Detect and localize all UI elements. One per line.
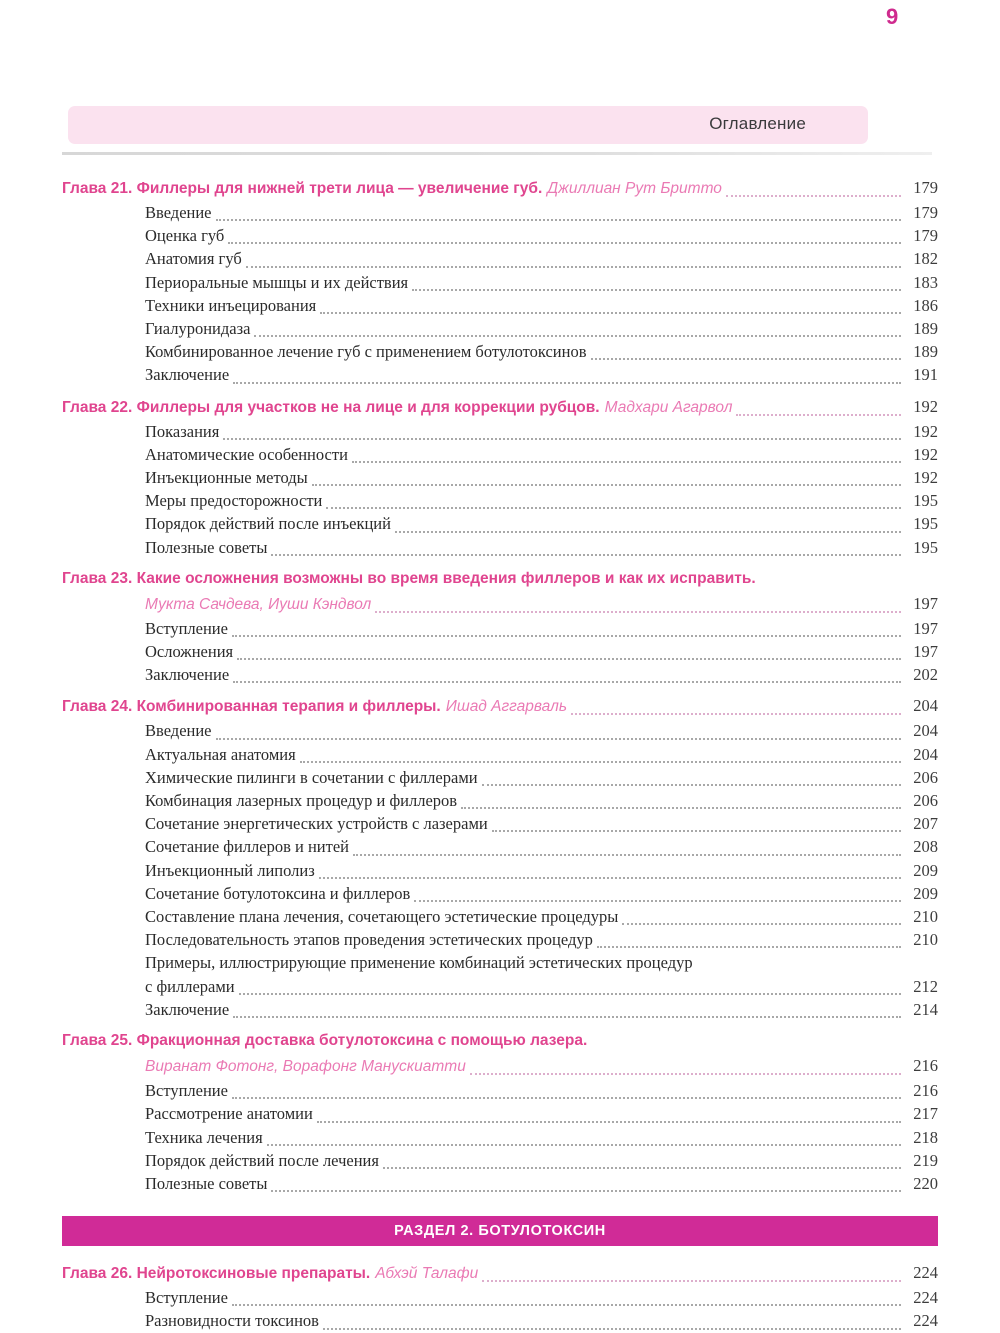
entry-leader-dots <box>239 992 901 995</box>
chapter-heading[interactable] <box>62 1028 938 1053</box>
chapter-title: Глава 21. Филлеры для нижней трети лица — увеличение губ. <box>62 180 543 197</box>
toc-chapter[interactable] <box>62 693 938 1021</box>
entry-leader-dots <box>216 737 901 740</box>
toc-entry[interactable] <box>145 882 938 905</box>
chapter-heading[interactable] <box>62 566 938 591</box>
toc-entry-label: Гиалуронидаза <box>145 319 251 339</box>
toc-entry[interactable] <box>145 812 938 835</box>
toc-entry-page-number: 195 <box>913 537 938 557</box>
chapter-author: Ишад Аггарваль <box>445 698 567 716</box>
toc-entry-page-number: 197 <box>913 618 938 638</box>
toc-entry[interactable] <box>145 466 938 489</box>
chapter-leader-dots <box>571 712 901 715</box>
toc-entry-page-number: 219 <box>913 1150 938 1170</box>
chapter-title: Глава 22. Филлеры для участков не на лице и для коррекции рубцов. <box>62 398 600 416</box>
entry-leader-dots <box>233 1015 901 1018</box>
toc-entry[interactable] <box>145 835 938 858</box>
toc-entry-label: Химические пилинги в сочетании с филлерами <box>145 767 478 787</box>
entry-leader-dots <box>223 437 901 440</box>
chapter-leader-dots <box>726 194 901 197</box>
entry-leader-dots <box>317 1120 901 1123</box>
toc-entry-page-number: 214 <box>913 999 938 1019</box>
entry-leader-dots <box>271 553 901 556</box>
toc-entry-page-number: 212 <box>913 976 938 996</box>
chapter-title: Глава 24. Комбинированная терапия и филлеры. <box>62 698 441 716</box>
toc-entry-page-number: 210 <box>913 907 938 927</box>
toc-entry[interactable] <box>145 1309 938 1332</box>
toc-entry[interactable] <box>145 512 938 535</box>
toc-entry-label: Заключение <box>145 999 230 1019</box>
running-header <box>68 106 868 144</box>
chapter-author: Виранат Фотонг, Ворафонг Манускиатти <box>145 1058 466 1076</box>
toc-entry[interactable] <box>145 789 938 812</box>
toc-entry[interactable] <box>145 1126 938 1149</box>
chapter-author: Мукта Сачдева, Иуши Кэндвол <box>145 595 372 613</box>
toc-entry-label: Рассмотрение анатомии <box>145 1104 313 1124</box>
table-of-contents <box>62 168 938 1333</box>
toc-entry-page-number: 189 <box>913 342 938 362</box>
entry-leader-dots <box>597 945 901 948</box>
toc-entry-page-number: 206 <box>913 791 938 811</box>
entry-leader-dots <box>352 460 901 463</box>
chapter-heading[interactable] <box>62 175 938 201</box>
toc-entry-page-number: 210 <box>913 930 938 950</box>
toc-entry-page-number: 218 <box>913 1127 938 1147</box>
toc-entry[interactable] <box>145 766 938 789</box>
toc-entry-page-number: 224 <box>913 1288 938 1308</box>
toc-entry-label: Полезные советы <box>145 537 268 557</box>
chapter-page-number: 192 <box>913 396 938 416</box>
toc-entry-page-number: 192 <box>913 468 938 488</box>
toc-entry-page-number: 208 <box>913 837 938 857</box>
toc-entry[interactable] <box>145 905 938 928</box>
entry-leader-dots <box>591 357 901 360</box>
toc-entry-label: Сочетание ботулотоксина и филлеров <box>145 883 411 903</box>
toc-entry-label-text: с филлерами <box>145 976 235 996</box>
toc-entry-label: Разновидности токсинов <box>145 1311 319 1331</box>
toc-entry-label: Заключение <box>145 365 230 385</box>
entry-leader-dots <box>246 265 901 268</box>
entry-leader-dots <box>271 1189 901 1192</box>
entry-leader-dots <box>461 806 901 809</box>
entry-leader-dots <box>622 922 901 925</box>
toc-entry[interactable] <box>145 719 938 742</box>
header-divider <box>62 152 932 155</box>
toc-entry[interactable] <box>145 1286 938 1309</box>
chapter-author: Абхэй Талафи <box>375 1265 479 1283</box>
chapter-title: Глава 25. Фракционная доставка ботулотоксина с помощью лазера. <box>62 1032 588 1050</box>
toc-entry-label: Последовательность этапов проведения эстетических процедур <box>145 930 593 950</box>
toc-entry[interactable] <box>145 1172 938 1195</box>
toc-entry[interactable] <box>145 420 938 443</box>
toc-entry-label: Примеры, иллюстрирующие применение комбинаций эстетических процедур <box>145 953 693 973</box>
toc-entry-label: Составление плана лечения, сочетающего эстетические процедуры <box>145 907 619 927</box>
toc-chapter[interactable] <box>62 1260 938 1332</box>
toc-entry-label: Полезные советы <box>145 1173 268 1193</box>
toc-entry[interactable] <box>145 1102 938 1125</box>
toc-entry-label: Вступление <box>145 1288 228 1308</box>
toc-entry-page-number: 179 <box>913 203 938 222</box>
entry-leader-dots <box>312 483 901 486</box>
toc-entry-page-number: 195 <box>913 514 938 534</box>
entry-leader-dots <box>383 1166 901 1169</box>
toc-entry[interactable] <box>145 536 938 559</box>
chapter-heading[interactable] <box>62 1260 938 1286</box>
toc-entry[interactable] <box>145 640 938 663</box>
toc-entry-page-number: 191 <box>913 365 938 385</box>
entry-leader-dots <box>492 829 901 832</box>
toc-entry-page-number: 204 <box>913 744 938 764</box>
toc-entry[interactable] <box>145 443 938 466</box>
toc-entry[interactable] <box>145 998 938 1021</box>
toc-entry-label: Порядок действий после лечения <box>145 1150 379 1170</box>
toc-entry-label: Введение <box>145 203 212 222</box>
toc-entry[interactable] <box>145 663 938 686</box>
entry-leader-dots <box>395 530 901 533</box>
toc-entry[interactable] <box>145 363 938 386</box>
toc-entry-page-number: 202 <box>913 665 938 685</box>
toc-entry-page-number: 179 <box>913 226 938 246</box>
toc-entry-page-number: 204 <box>913 721 938 741</box>
toc-entry-label: Сочетание энергетических устройств с лазерами <box>145 814 488 834</box>
chapter-heading[interactable] <box>62 394 938 420</box>
entry-leader-dots <box>412 288 901 291</box>
chapter-page-number: 179 <box>913 178 938 197</box>
chapter-page-number: 216 <box>913 1056 938 1076</box>
toc-chapter[interactable] <box>62 394 938 559</box>
chapter-page-number: 197 <box>913 593 938 613</box>
toc-entry[interactable] <box>145 928 938 951</box>
toc-entry-label: Вступление <box>145 1081 228 1101</box>
toc-entry[interactable] <box>145 1149 938 1172</box>
toc-entry-page-number: 209 <box>913 860 938 880</box>
toc-entry-label: Порядок действий после инъекций <box>145 514 391 534</box>
toc-entry[interactable] <box>145 951 938 997</box>
chapter-author-line[interactable] <box>145 591 938 617</box>
toc-entry-page-number: 197 <box>913 642 938 662</box>
toc-entry-page-number: 206 <box>913 767 938 787</box>
toc-entry-page-number: 220 <box>913 1173 938 1193</box>
entry-leader-dots <box>233 381 901 384</box>
chapter-page-number: 224 <box>913 1263 938 1283</box>
toc-entry[interactable] <box>145 859 938 882</box>
toc-entry-page-number: 183 <box>913 272 938 292</box>
toc-entry-label: Инъекционные методы <box>145 468 308 488</box>
toc-entry[interactable] <box>145 617 938 640</box>
toc-entry-label: Введение <box>145 721 212 741</box>
toc-chapter[interactable] <box>62 566 938 687</box>
chapter-author: Джиллиан Рут Бритто <box>547 180 722 197</box>
toc-chapter[interactable] <box>62 1028 938 1195</box>
entry-leader-dots <box>232 1303 901 1306</box>
toc-entry[interactable] <box>145 743 938 766</box>
entry-leader-dots <box>320 311 901 314</box>
toc-entry[interactable] <box>145 271 938 294</box>
chapter-heading[interactable] <box>62 693 938 719</box>
toc-entry-label: Анатомические особенности <box>145 444 348 464</box>
toc-entry-label-continued <box>145 975 938 998</box>
entry-leader-dots <box>319 876 901 879</box>
entry-leader-dots <box>267 1143 901 1146</box>
entry-leader-dots <box>233 680 901 683</box>
toc-entry-label: Комбинированное лечение губ с применением ботулотоксинов <box>145 342 587 362</box>
chapter-author: Мадхари Агарвол <box>604 398 733 416</box>
chapter-page-number: 204 <box>913 696 938 716</box>
toc-entry-label: Оценка губ <box>145 226 225 246</box>
toc-entry-page-number: 216 <box>913 1081 938 1101</box>
toc-entry-page-number: 195 <box>913 491 938 511</box>
toc-entry-page-number: 189 <box>913 319 938 339</box>
chapter-leader-dots <box>470 1072 901 1075</box>
toc-entry-page-number: 224 <box>913 1311 938 1331</box>
chapter-leader-dots <box>736 413 901 416</box>
toc-entry[interactable] <box>145 489 938 512</box>
toc-entry-label: Показания <box>145 421 220 441</box>
entry-leader-dots <box>232 1096 901 1099</box>
toc-entry-label: Сочетание филлеров и нитей <box>145 837 350 857</box>
header-page-number: 9 <box>886 4 899 29</box>
toc-entry-page-number: 186 <box>913 295 938 315</box>
toc-entry-label: Анатомия губ <box>145 249 242 269</box>
chapter-title: Глава 23. Какие осложнения возможны во время введения филлеров и как их исправить. <box>62 569 756 587</box>
toc-entry[interactable] <box>145 340 938 363</box>
header-title: Оглавление <box>709 114 806 133</box>
entry-leader-dots <box>323 1327 901 1330</box>
toc-entry-label: Периоральные мышцы и их действия <box>145 272 409 292</box>
toc-entry-label: Заключение <box>145 665 230 685</box>
entry-leader-dots <box>326 506 901 509</box>
toc-entry-page-number: 182 <box>913 249 938 269</box>
toc-entry-label: Актуальная анатомия <box>145 744 296 764</box>
toc-entry-page-number: 217 <box>913 1104 938 1124</box>
entry-leader-dots <box>237 657 901 660</box>
entry-leader-dots <box>414 899 901 902</box>
chapter-leader-dots <box>375 610 901 613</box>
entry-leader-dots <box>228 241 901 244</box>
entry-leader-dots <box>254 334 901 337</box>
toc-entry[interactable] <box>145 247 938 270</box>
entry-leader-dots <box>232 634 901 637</box>
toc-entry-label: Техника лечения <box>145 1127 263 1147</box>
toc-entry-label: Меры предосторожности <box>145 491 323 511</box>
toc-entry-page-number: 192 <box>913 444 938 464</box>
toc-entry-page-number: 207 <box>913 814 938 834</box>
toc-entry-page-number: 192 <box>913 421 938 441</box>
entry-leader-dots <box>300 760 901 763</box>
part-section-label: РАЗДЕЛ 2. БОТУЛОТОКСИН <box>394 1223 606 1240</box>
toc-entry[interactable] <box>145 201 938 224</box>
toc-entry-label: Осложнения <box>145 642 234 662</box>
toc-entry-page-number: 209 <box>913 883 938 903</box>
toc-chapter[interactable] <box>62 175 938 387</box>
entry-leader-dots <box>216 218 901 221</box>
toc-entry[interactable] <box>145 317 938 340</box>
toc-entry-label: Техники инъецирования <box>145 295 317 315</box>
toc-entry[interactable] <box>145 224 938 247</box>
chapter-leader-dots <box>482 1279 901 1282</box>
toc-entry[interactable] <box>145 294 938 317</box>
toc-entry-label: Инъекционный липолиз <box>145 860 315 880</box>
toc-entry-label: Комбинация лазерных процедур и филлеров <box>145 791 458 811</box>
toc-entry-label: Вступление <box>145 618 228 638</box>
toc-entry[interactable] <box>145 1079 938 1102</box>
chapter-title: Глава 26. Нейротоксиновые препараты. <box>62 1265 371 1283</box>
part-section-banner <box>62 1216 938 1246</box>
entry-leader-dots <box>482 783 901 786</box>
entry-leader-dots <box>353 853 901 856</box>
chapter-author-line[interactable] <box>145 1053 938 1079</box>
